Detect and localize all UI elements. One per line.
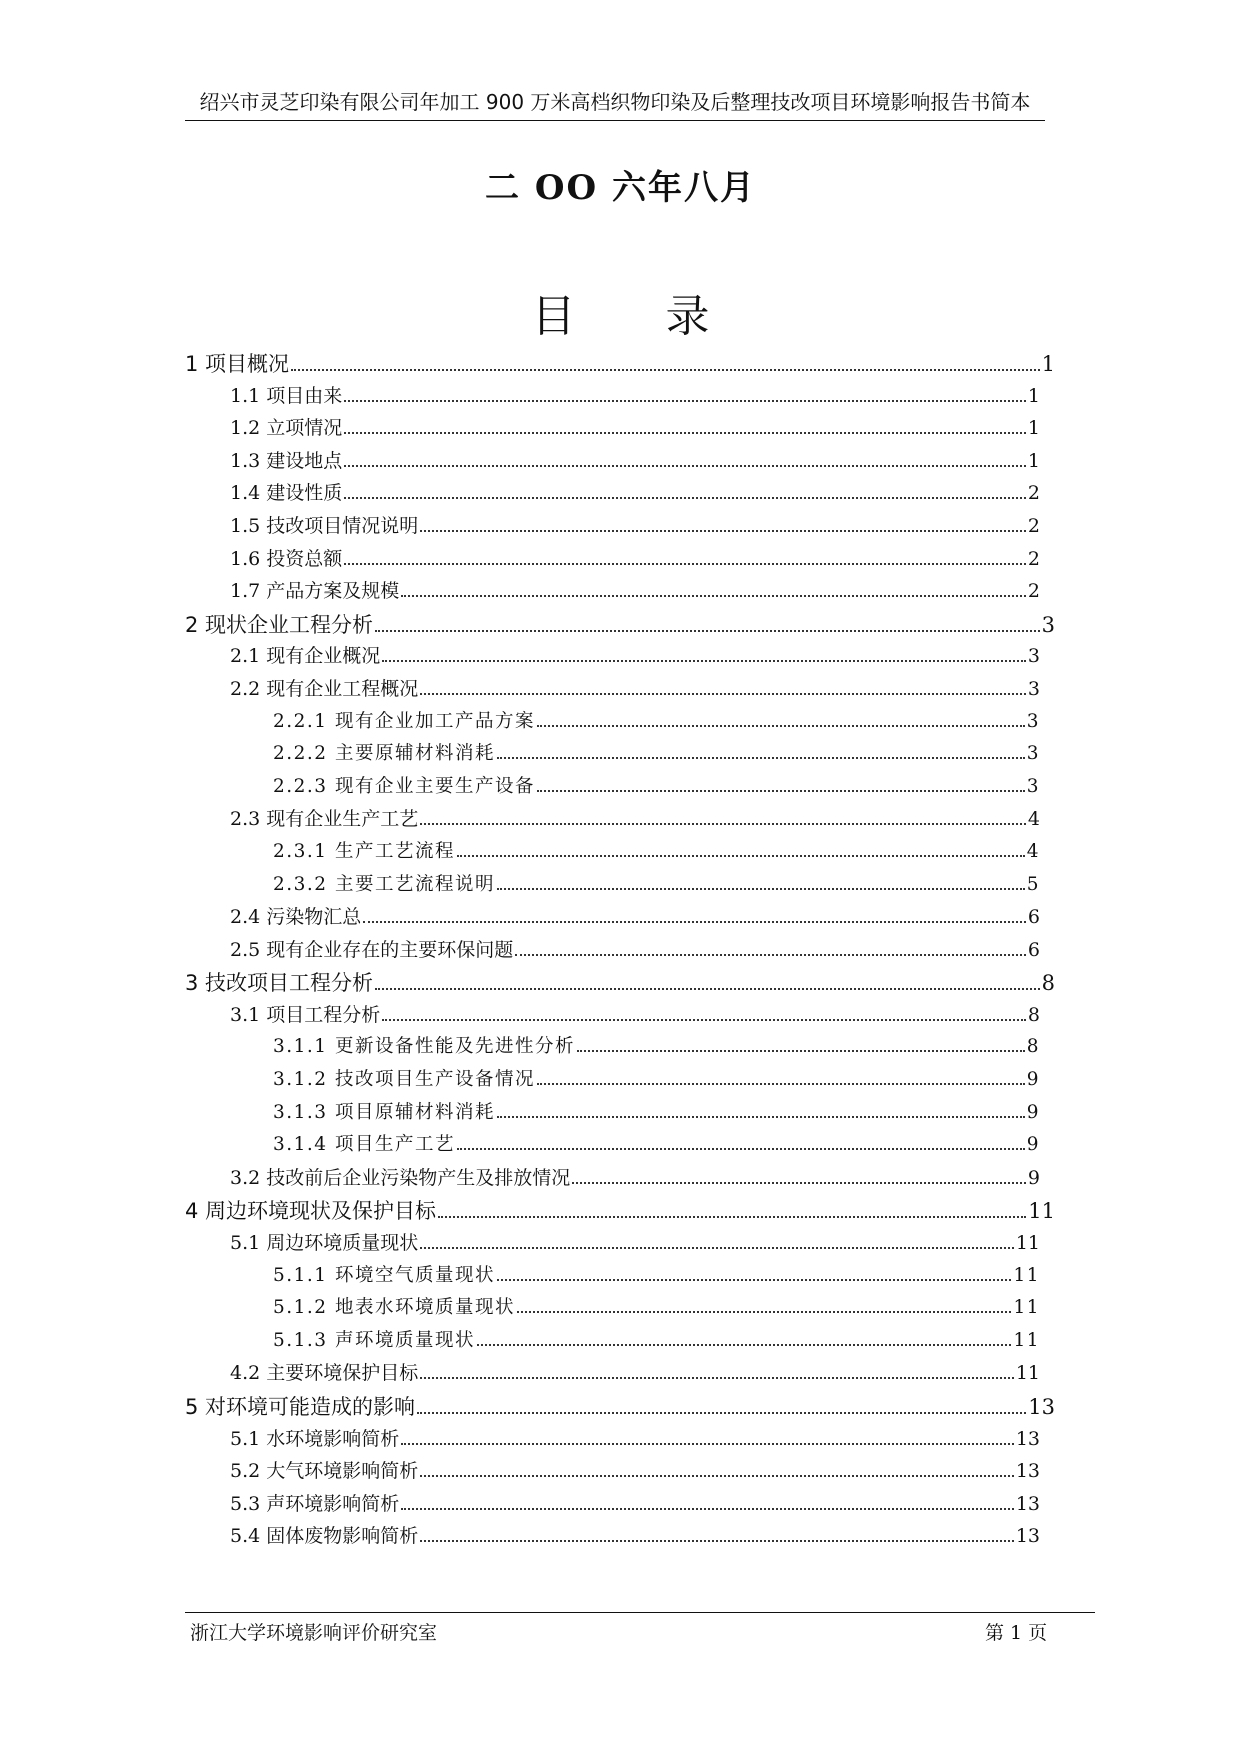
toc-leader-dots [344, 399, 1026, 402]
toc-entry-label: 5.1.2 地表水环境质量现状 [273, 1297, 515, 1319]
toc-entry-page: 9 [1026, 1134, 1040, 1156]
toc-leader-dots [344, 562, 1026, 565]
toc-entry[interactable] [185, 511, 1040, 544]
toc-entry[interactable] [185, 1163, 1040, 1196]
toc-leader-dots [497, 756, 1025, 759]
toc-entry-page: 11 [1028, 1199, 1055, 1224]
toc-entry[interactable] [185, 1032, 1040, 1065]
toc-entry-label: 3 技改项目工程分析 [185, 971, 374, 996]
toc-title-right: 录 [665, 291, 710, 342]
toc-entry[interactable] [185, 1065, 1040, 1098]
toc-leader-dots [515, 953, 1026, 956]
toc-leader-dots [438, 1215, 1026, 1218]
toc-entry[interactable] [185, 1489, 1040, 1522]
toc-entry[interactable] [185, 544, 1040, 577]
toc-entry-label: 5.1.1 环境空气质量现状 [273, 1264, 495, 1286]
toc-entry[interactable] [185, 1098, 1040, 1131]
toc-leader-dots [344, 464, 1026, 467]
toc-entry-label: 1.5 技改项目情况说明 [230, 514, 419, 537]
toc-leader-dots [401, 1507, 1014, 1510]
toc-entry[interactable] [185, 1228, 1040, 1261]
toc-entry-page: 13 [1015, 1525, 1040, 1548]
toc-entry-page: 2 [1027, 514, 1040, 537]
toc-entry-page: 8 [1041, 971, 1055, 996]
toc-leader-dots [497, 1115, 1025, 1118]
toc-entry-label: 2.4 污染物汇总 [230, 906, 362, 929]
toc-entry-page: 1 [1027, 449, 1040, 472]
toc-entry[interactable] [185, 609, 1055, 642]
toc-leader-dots [375, 629, 1040, 632]
toc-leader-dots [420, 1539, 1014, 1542]
toc-entry-page: 3 [1027, 677, 1040, 700]
toc-entry-page: 2 [1027, 547, 1040, 570]
toc-title-left: 目 [531, 291, 576, 342]
toc-entry[interactable] [185, 641, 1040, 674]
toc-entry-label: 2.1 现有企业概况 [230, 645, 381, 668]
toc-leader-dots [344, 431, 1026, 434]
toc-entry-label: 1.6 投资总额 [230, 547, 343, 570]
toc-entry-label: 1.3 建设地点 [230, 449, 343, 472]
toc-leader-dots [417, 1411, 1026, 1414]
toc-entry-page: 11 [1013, 1329, 1040, 1351]
toc-entry-label: 5 对环境可能造成的影响 [185, 1395, 416, 1419]
toc-entry-label: 1.2 立项情况 [230, 417, 343, 440]
toc-entry-label: 2 现状企业工程分析 [185, 612, 374, 637]
toc-entry[interactable] [185, 1521, 1040, 1554]
toc-entry[interactable] [185, 1326, 1040, 1359]
toc-entry-page: 3 [1041, 612, 1055, 637]
toc-entry[interactable] [185, 707, 1040, 740]
toc-leader-dots [577, 1049, 1025, 1052]
toc-entry-label: 2.2 现有企业工程概况 [230, 677, 419, 700]
toc-entry[interactable] [185, 935, 1040, 968]
toc-entry-label: 4.2 主要环境保护目标 [230, 1362, 419, 1385]
toc-entry-page: 13 [1015, 1460, 1040, 1483]
toc-leader-dots [382, 659, 1026, 662]
toc-entry-page: 6 [1027, 906, 1040, 929]
toc-entry-label: 3.1.2 技改项目生产设备情况 [273, 1069, 535, 1091]
toc-entry-label: 1.4 建设性质 [230, 482, 343, 505]
toc-leader-dots [420, 529, 1026, 532]
toc-leader-dots [420, 822, 1026, 825]
toc-leader-dots [457, 854, 1025, 857]
toc-leader-dots [477, 1343, 1011, 1346]
toc-entry[interactable] [185, 1424, 1040, 1457]
toc-entry-label: 2.2.2 主要原辅材料消耗 [273, 743, 495, 765]
toc-leader-dots [537, 1082, 1025, 1085]
toc-entry-page: 2 [1027, 482, 1040, 505]
toc-entry[interactable] [185, 446, 1040, 479]
toc-entry-label: 3.2 技改前后企业污染物产生及排放情况 [230, 1166, 571, 1189]
toc-entry[interactable] [185, 381, 1040, 414]
toc-entry-page: 9 [1026, 1101, 1040, 1123]
toc-entry-label: 2.3.1 生产工艺流程 [273, 840, 455, 862]
toc-entry[interactable] [185, 870, 1040, 903]
toc-entry[interactable] [185, 1456, 1040, 1489]
toc-entry[interactable] [185, 739, 1040, 772]
toc-entry-label: 5.1 周边环境质量现状 [230, 1232, 419, 1255]
toc-entry-label: 3.1.1 更新设备性能及先进性分析 [273, 1036, 575, 1058]
footer-page-number: 第 1 页 [985, 1622, 1048, 1644]
toc-entry-label: 5.3 声环境影响简析 [230, 1492, 400, 1515]
toc-entry[interactable] [185, 1358, 1040, 1391]
toc-entry-label: 2.2.3 现有企业主要生产设备 [273, 775, 535, 797]
toc-entry[interactable] [185, 1130, 1040, 1163]
toc-entry-label: 5.2 大气环境影响简析 [230, 1460, 419, 1483]
toc-leader-dots [401, 594, 1026, 597]
toc-leader-dots [497, 1278, 1011, 1281]
toc-entry-page: 11 [1013, 1264, 1040, 1286]
toc-entry-page: 4 [1027, 808, 1040, 831]
toc-entry-label: 1 项目概况 [185, 352, 290, 376]
toc-entry-page: 13 [1028, 1395, 1055, 1419]
toc-entry[interactable] [185, 674, 1040, 707]
toc-entry-page: 9 [1027, 1166, 1040, 1189]
toc-entry[interactable] [185, 1391, 1055, 1424]
document-date: 二 OO 六年八月 [485, 168, 756, 208]
toc-leader-dots [375, 987, 1040, 990]
toc-entry-label: 5.4 固体废物影响简析 [230, 1525, 419, 1548]
toc-entry-page: 11 [1015, 1362, 1040, 1385]
toc-entry-page: 6 [1027, 938, 1040, 961]
running-header: 绍兴市灵芝印染有限公司年加工 900 万米高档织物印染及后整理技改项目环境影响报告书简本 [185, 86, 1045, 121]
footer-organization: 浙江大学环境影响评价研究室 [190, 1622, 438, 1644]
footer-divider [185, 1612, 1095, 1613]
toc-leader-dots [420, 1376, 1014, 1379]
toc-entry[interactable] [185, 478, 1040, 511]
toc-entry-label: 3.1.4 项目生产工艺 [273, 1134, 455, 1156]
toc-leader-dots [344, 496, 1026, 499]
toc-leader-dots [517, 1310, 1011, 1313]
toc-leader-dots [401, 1442, 1014, 1445]
toc-entry[interactable] [185, 837, 1040, 870]
toc-entry[interactable] [185, 772, 1040, 805]
toc-entry[interactable] [185, 576, 1040, 609]
toc-entry-label: 2.2.1 现有企业加工产品方案 [273, 710, 535, 732]
toc-entry-label: 4 周边环境现状及保护目标 [185, 1199, 437, 1224]
toc-leader-dots [291, 368, 1040, 371]
toc-entry[interactable] [185, 1195, 1055, 1228]
toc-entry-page: 13 [1015, 1427, 1040, 1450]
toc-entry-page: 1 [1027, 384, 1040, 407]
toc-leader-dots [420, 1474, 1014, 1477]
toc-entry[interactable] [185, 902, 1040, 935]
toc-entry[interactable] [185, 1261, 1040, 1294]
toc-entry-label: 5.1.3 声环境质量现状 [273, 1329, 475, 1351]
toc-leader-dots [363, 920, 1026, 923]
toc-entry-page: 1 [1041, 352, 1055, 376]
toc-entry-label: 2.3 现有企业生产工艺 [230, 808, 419, 831]
toc-entry-page: 2 [1027, 580, 1040, 603]
toc-entry-label: 1.1 项目由来 [230, 384, 343, 407]
toc-entry-page: 9 [1026, 1069, 1040, 1091]
toc-entry-page: 1 [1027, 417, 1040, 440]
toc-leader-dots [420, 692, 1026, 695]
toc-entry-label: 3.1 项目工程分析 [230, 1003, 381, 1026]
toc-leader-dots [420, 1246, 1014, 1249]
toc-entry-page: 3 [1027, 645, 1040, 668]
toc-leader-dots [382, 1018, 1026, 1021]
toc-entry-label: 3.1.3 项目原辅材料消耗 [273, 1101, 495, 1123]
toc-leader-dots [572, 1181, 1026, 1184]
toc-entry-page: 3 [1026, 710, 1040, 732]
toc-entry[interactable] [185, 804, 1040, 837]
toc-entry-page: 11 [1013, 1297, 1040, 1319]
toc-entry-page: 8 [1027, 1003, 1040, 1026]
table-of-contents [185, 348, 1055, 1554]
toc-entry-label: 1.7 产品方案及规模 [230, 580, 400, 603]
toc-entry-label: 2.3.2 主要工艺流程说明 [273, 873, 495, 895]
toc-leader-dots [497, 887, 1025, 890]
toc-leader-dots [457, 1147, 1025, 1150]
toc-entry-page: 5 [1026, 873, 1040, 895]
toc-entry-page: 13 [1015, 1492, 1040, 1515]
toc-entry-label: 2.5 现有企业存在的主要环保问题 [230, 938, 514, 961]
toc-title [0, 280, 1241, 344]
toc-entry-page: 3 [1026, 775, 1040, 797]
toc-leader-dots [537, 724, 1025, 727]
toc-entry-page: 8 [1026, 1036, 1040, 1058]
toc-entry[interactable] [185, 1000, 1040, 1033]
toc-entry[interactable] [185, 413, 1040, 446]
toc-entry[interactable] [185, 348, 1055, 381]
toc-entry-page: 11 [1015, 1232, 1040, 1255]
toc-entry-label: 5.1 水环境影响简析 [230, 1427, 400, 1450]
toc-leader-dots [537, 789, 1025, 792]
toc-entry[interactable] [185, 1293, 1040, 1326]
toc-entry-page: 4 [1026, 840, 1040, 862]
toc-entry-page: 3 [1026, 743, 1040, 765]
toc-entry[interactable] [185, 967, 1055, 1000]
